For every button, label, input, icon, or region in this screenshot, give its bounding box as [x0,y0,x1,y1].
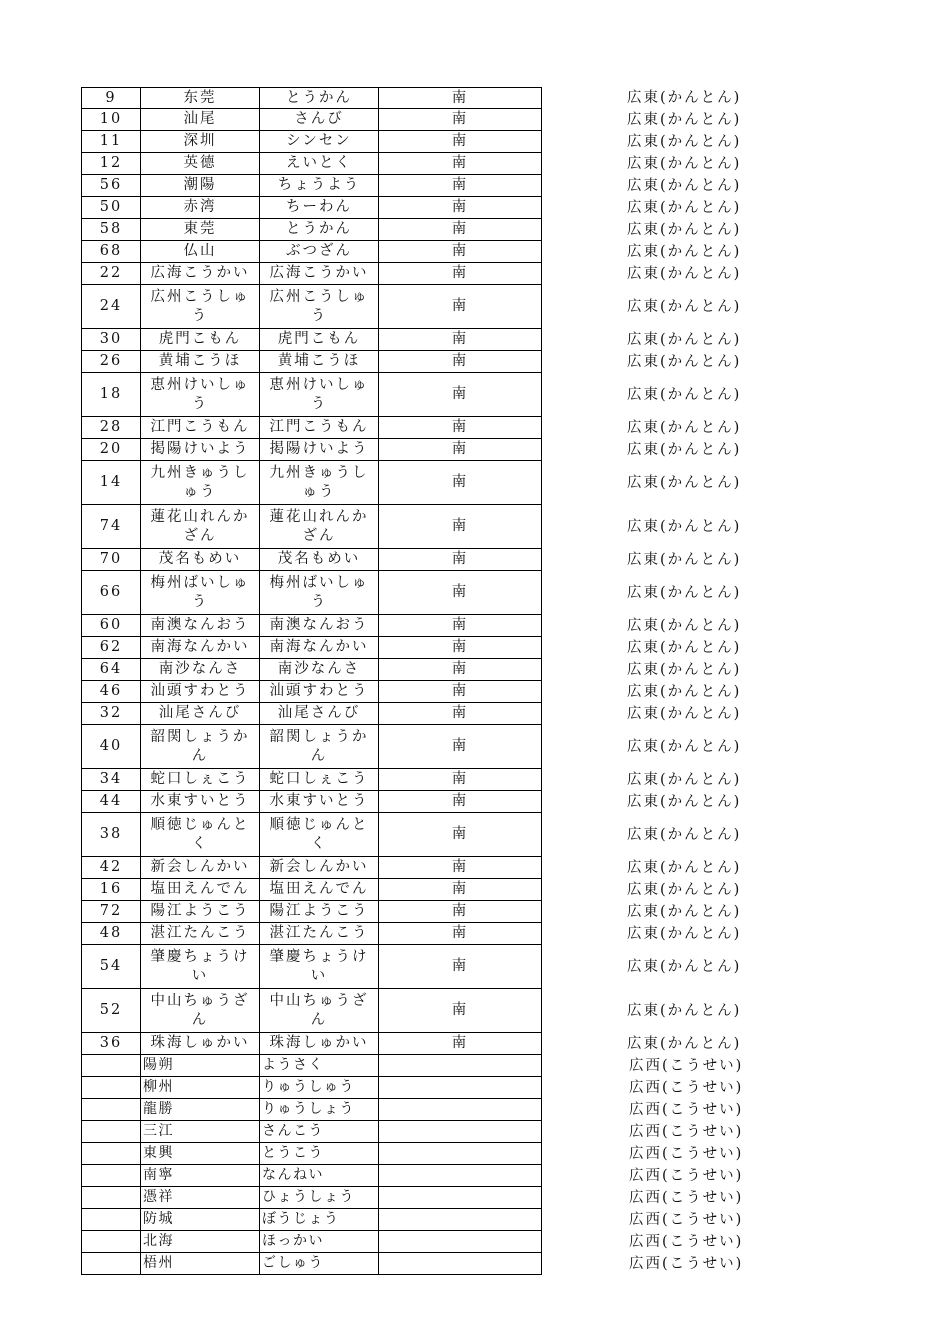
reading-cell[interactable]: 順徳じゅんとく [259,813,378,857]
place-name-cell[interactable]: 汕頭すわとう [140,681,259,703]
province-cell[interactable]: 広東(かんとん) [627,353,742,370]
table-row [81,1253,931,1275]
row-number-cell[interactable]: 36 [81,1033,140,1055]
place-name-cell[interactable]: 珠海しゅかい [140,1033,259,1055]
place-name-cell[interactable]: 东莞 [140,87,259,109]
row-number-cell[interactable] [81,1187,140,1209]
region-cell[interactable]: 南 [378,329,542,351]
region-cell[interactable]: 南 [378,153,542,175]
table-row [81,1165,931,1187]
row-number-cell[interactable]: 18 [81,373,140,417]
reading-cell[interactable]: 九州きゅうしゅう [259,461,378,505]
place-name-cell[interactable]: 塩田えんでん [140,879,259,901]
reading-cell[interactable]: なんねい [259,1165,378,1187]
place-name-cell[interactable]: 北海 [140,1231,259,1253]
place-name-cell[interactable]: 肇慶ちょうけい [140,945,259,989]
reading-cell[interactable]: とうこう [259,1143,378,1165]
table-row [81,219,931,241]
province-cell[interactable]: 広西(こうせい) [629,1255,744,1272]
table-row [81,109,931,131]
province-cell[interactable]: 広東(かんとん) [627,639,742,656]
reading-cell[interactable]: 南海なんかい [259,637,378,659]
province-cell[interactable]: 広東(かんとん) [627,903,742,920]
reading-cell[interactable]: 湛江たんこう [259,923,378,945]
reading-cell[interactable]: 陽江ようこう [259,901,378,923]
place-name-cell[interactable]: 恵州けいしゅう [140,373,259,417]
place-name-cell[interactable]: 陽朔 [140,1055,259,1077]
place-name-cell[interactable]: 虎門こもん [140,329,259,351]
row-number-cell[interactable]: 30 [81,329,140,351]
reading-cell[interactable]: 汕尾さんび [259,703,378,725]
region-cell[interactable]: 南 [378,637,542,659]
place-name-cell[interactable]: 黄埔こうほ [140,351,259,373]
table-row [81,197,931,219]
table-row [81,1055,931,1077]
place-name-cell[interactable]: 水東すいとう [140,791,259,813]
region-cell[interactable] [378,1121,542,1143]
region-cell[interactable]: 南 [378,813,542,857]
table-row [81,351,931,373]
region-cell[interactable]: 南 [378,857,542,879]
row-number-cell[interactable]: 40 [81,725,140,769]
row-number-cell[interactable] [81,1253,140,1275]
province-cell[interactable]: 広東(かんとん) [627,89,742,106]
province-cell[interactable]: 広東(かんとん) [627,551,742,568]
row-number-cell[interactable]: 64 [81,659,140,681]
province-cell[interactable]: 広東(かんとん) [627,617,742,634]
region-cell[interactable]: 南 [378,285,542,329]
province-cell[interactable]: 広東(かんとん) [627,221,742,238]
province-cell[interactable]: 広西(こうせい) [629,1233,744,1250]
region-cell[interactable]: 南 [378,681,542,703]
place-name-cell[interactable]: 茂名もめい [140,549,259,571]
place-name-cell[interactable]: 中山ちゅうざん [140,989,259,1033]
place-name-cell[interactable]: 英德 [140,153,259,175]
row-number-cell[interactable]: 12 [81,153,140,175]
table-row [81,1143,931,1165]
row-number-cell[interactable] [81,1231,140,1253]
table-row [81,417,931,439]
reading-cell[interactable]: りゅうしょう [259,1099,378,1121]
region-cell[interactable]: 南 [378,373,542,417]
row-number-cell[interactable]: 62 [81,637,140,659]
row-number-cell[interactable] [81,1121,140,1143]
row-number-cell[interactable]: 46 [81,681,140,703]
region-cell[interactable]: 南 [378,879,542,901]
row-number-cell[interactable]: 32 [81,703,140,725]
table-row [81,857,931,879]
place-name-cell[interactable]: 汕尾 [140,109,259,131]
province-cell[interactable]: 広東(かんとん) [627,793,742,810]
region-cell[interactable]: 南 [378,945,542,989]
row-number-cell[interactable] [81,1209,140,1231]
reading-cell[interactable]: ひょうしょう [259,1187,378,1209]
region-cell[interactable]: 南 [378,615,542,637]
table-row [81,1231,931,1253]
region-cell[interactable]: 南 [378,263,542,285]
province-cell[interactable]: 広西(こうせい) [629,1145,744,1162]
row-number-cell[interactable] [81,1143,140,1165]
reading-cell[interactable]: 韶関しょうかん [259,725,378,769]
reading-cell[interactable]: 虎門こもん [259,329,378,351]
province-cell[interactable]: 広西(こうせい) [629,1079,744,1096]
province-cell[interactable]: 広西(こうせい) [629,1123,744,1140]
reading-cell[interactable]: さんび [259,109,378,131]
reading-cell[interactable]: ようさく [259,1055,378,1077]
reading-cell[interactable]: 塩田えんでん [259,879,378,901]
province-cell[interactable]: 広東(かんとん) [627,474,742,491]
place-name-cell[interactable]: 新会しんかい [140,857,259,879]
row-number-cell[interactable]: 26 [81,351,140,373]
reading-cell[interactable]: 中山ちゅうざん [259,989,378,1033]
province-cell[interactable]: 広東(かんとん) [627,331,742,348]
spreadsheet-table [81,87,931,1275]
reading-cell[interactable]: ごしゅう [259,1253,378,1275]
table-row [81,241,931,263]
region-cell[interactable]: 南 [378,131,542,153]
region-cell[interactable]: 南 [378,703,542,725]
province-cell[interactable]: 広西(こうせい) [629,1189,744,1206]
row-number-cell[interactable]: 58 [81,219,140,241]
province-cell[interactable]: 広東(かんとん) [627,518,742,535]
province-cell[interactable]: 広西(こうせい) [629,1167,744,1184]
table-row [81,813,931,857]
row-number-cell[interactable]: 66 [81,571,140,615]
region-cell[interactable] [378,1077,542,1099]
row-number-cell[interactable]: 52 [81,989,140,1033]
place-name-cell[interactable]: 順徳じゅんとく [140,813,259,857]
row-number-cell[interactable] [81,1077,140,1099]
place-name-cell[interactable]: 広海こうかい [140,263,259,285]
region-cell[interactable] [378,1165,542,1187]
place-name-cell[interactable]: 赤湾 [140,197,259,219]
row-number-cell[interactable] [81,1055,140,1077]
row-number-cell[interactable]: 70 [81,549,140,571]
table-row [81,131,931,153]
province-cell[interactable]: 広東(かんとん) [627,1035,742,1052]
reading-cell[interactable]: ぶつざん [259,241,378,263]
place-name-cell[interactable]: 韶関しょうかん [140,725,259,769]
row-number-cell[interactable]: 34 [81,769,140,791]
province-cell[interactable]: 広東(かんとん) [627,859,742,876]
reading-cell[interactable]: 広州こうしゅう [259,285,378,329]
province-cell[interactable]: 広東(かんとん) [627,441,742,458]
reading-cell[interactable]: 珠海しゅかい [259,1033,378,1055]
region-cell[interactable]: 南 [378,725,542,769]
province-cell[interactable]: 広西(こうせい) [629,1057,744,1074]
table-row [81,175,931,197]
reading-cell[interactable]: とうかん [259,219,378,241]
reading-cell[interactable]: ちょうよう [259,175,378,197]
region-cell[interactable]: 南 [378,175,542,197]
region-cell[interactable] [378,1099,542,1121]
reading-cell[interactable]: ぼうじょう [259,1209,378,1231]
row-number-cell[interactable]: 48 [81,923,140,945]
table-row [81,571,931,615]
province-cell[interactable]: 広東(かんとん) [627,133,742,150]
place-name-cell[interactable]: 広州こうしゅう [140,285,259,329]
table-row [81,681,931,703]
row-number-cell[interactable]: 11 [81,131,140,153]
reading-cell[interactable]: 掲陽けいよう [259,439,378,461]
region-cell[interactable]: 南 [378,87,542,109]
row-number-cell[interactable]: 60 [81,615,140,637]
place-name-cell[interactable]: 梅州ばいしゅう [140,571,259,615]
reading-cell[interactable]: 新会しんかい [259,857,378,879]
row-number-cell[interactable]: 42 [81,857,140,879]
table-row [81,439,931,461]
row-number-cell[interactable]: 28 [81,417,140,439]
province-cell[interactable]: 広東(かんとん) [627,584,742,601]
table-row [81,1099,931,1121]
place-name-cell[interactable]: 三江 [140,1121,259,1143]
table-row [81,505,931,549]
region-cell[interactable] [378,1231,542,1253]
reading-cell[interactable]: シンセン [259,131,378,153]
place-name-cell[interactable]: 南澳なんおう [140,615,259,637]
place-name-cell[interactable]: 蓮花山れんかざん [140,505,259,549]
region-cell[interactable]: 南 [378,549,542,571]
row-number-cell[interactable]: 10 [81,109,140,131]
table-row [81,87,931,109]
reading-cell[interactable]: さんこう [259,1121,378,1143]
province-cell[interactable]: 広東(かんとん) [627,1002,742,1019]
row-number-cell[interactable] [81,1165,140,1187]
region-cell[interactable]: 南 [378,461,542,505]
region-cell[interactable]: 南 [378,351,542,373]
reading-cell[interactable]: とうかん [259,87,378,109]
place-name-cell[interactable]: 柳州 [140,1077,259,1099]
table-row [81,945,931,989]
province-cell[interactable]: 広東(かんとん) [627,925,742,942]
province-cell[interactable]: 広東(かんとん) [627,419,742,436]
reading-cell[interactable]: 汕頭すわとう [259,681,378,703]
province-cell[interactable]: 広東(かんとん) [627,155,742,172]
row-number-cell[interactable]: 38 [81,813,140,857]
table-row [81,1077,931,1099]
province-cell[interactable]: 広東(かんとん) [627,826,742,843]
place-name-cell[interactable]: 汕尾さんび [140,703,259,725]
place-name-cell[interactable]: 東莞 [140,219,259,241]
region-cell[interactable] [378,1209,542,1231]
region-cell[interactable]: 南 [378,505,542,549]
place-name-cell[interactable]: 南寧 [140,1165,259,1187]
table-row [81,989,931,1033]
place-name-cell[interactable]: 蛇口しぇこう [140,769,259,791]
region-cell[interactable]: 南 [378,241,542,263]
table-row [81,329,931,351]
reading-cell[interactable]: 水東すいとう [259,791,378,813]
province-cell[interactable]: 広東(かんとん) [627,111,742,128]
reading-cell[interactable]: 広海こうかい [259,263,378,285]
region-cell[interactable]: 南 [378,901,542,923]
region-cell[interactable]: 南 [378,989,542,1033]
row-number-cell[interactable]: 74 [81,505,140,549]
province-cell[interactable]: 広東(かんとん) [627,771,742,788]
region-cell[interactable]: 南 [378,923,542,945]
region-cell[interactable]: 南 [378,197,542,219]
table-row [81,1209,931,1231]
province-cell[interactable]: 広東(かんとん) [627,243,742,260]
place-name-cell[interactable]: 陽江ようこう [140,901,259,923]
province-cell[interactable]: 広東(かんとん) [627,386,742,403]
row-number-cell[interactable]: 44 [81,791,140,813]
place-name-cell[interactable]: 憑祥 [140,1187,259,1209]
province-cell[interactable]: 広東(かんとん) [627,738,742,755]
region-cell[interactable]: 南 [378,791,542,813]
row-number-cell[interactable]: 14 [81,461,140,505]
province-cell[interactable]: 広東(かんとん) [627,177,742,194]
table-row [81,285,931,329]
reading-cell[interactable]: 南澳なんおう [259,615,378,637]
province-cell[interactable]: 広東(かんとん) [627,265,742,282]
reading-cell[interactable]: 梅州ばいしゅう [259,571,378,615]
reading-cell[interactable]: りゅうしゅう [259,1077,378,1099]
region-cell[interactable] [378,1143,542,1165]
region-cell[interactable]: 南 [378,659,542,681]
table-row [81,461,931,505]
province-cell[interactable]: 広東(かんとん) [627,958,742,975]
province-cell[interactable]: 広西(こうせい) [629,1211,744,1228]
place-name-cell[interactable]: 防城 [140,1209,259,1231]
table-row [81,659,931,681]
region-cell[interactable] [378,1187,542,1209]
place-name-cell[interactable]: 九州きゅうしゅう [140,461,259,505]
place-name-cell[interactable]: 湛江たんこう [140,923,259,945]
place-name-cell[interactable]: 東興 [140,1143,259,1165]
table-row [81,901,931,923]
row-number-cell[interactable]: 72 [81,901,140,923]
table-row [81,1033,931,1055]
place-name-cell[interactable]: 仏山 [140,241,259,263]
table-row [81,637,931,659]
table-row [81,1121,931,1143]
table-row [81,725,931,769]
row-number-cell[interactable]: 56 [81,175,140,197]
table-row [81,153,931,175]
region-cell[interactable]: 南 [378,417,542,439]
table-row [81,615,931,637]
row-number-cell[interactable]: 50 [81,197,140,219]
row-number-cell[interactable]: 20 [81,439,140,461]
table-row [81,263,931,285]
region-cell[interactable]: 南 [378,571,542,615]
place-name-cell[interactable]: 梧州 [140,1253,259,1275]
table-row [81,373,931,417]
province-cell[interactable]: 広東(かんとん) [627,298,742,315]
place-name-cell[interactable]: 龍勝 [140,1099,259,1121]
row-number-cell[interactable]: 68 [81,241,140,263]
reading-cell[interactable]: 黄埔こうほ [259,351,378,373]
region-cell[interactable]: 南 [378,109,542,131]
reading-cell[interactable]: 茂名もめい [259,549,378,571]
place-name-cell[interactable]: 南沙なんさ [140,659,259,681]
row-number-cell[interactable]: 9 [81,87,140,109]
reading-cell[interactable]: 蓮花山れんかざん [259,505,378,549]
province-cell[interactable]: 広西(こうせい) [629,1101,744,1118]
row-number-cell[interactable]: 16 [81,879,140,901]
place-name-cell[interactable]: 南海なんかい [140,637,259,659]
place-name-cell[interactable]: 深圳 [140,131,259,153]
region-cell[interactable] [378,1055,542,1077]
table-row [81,879,931,901]
reading-cell[interactable]: 江門こうもん [259,417,378,439]
table-row [81,1187,931,1209]
province-cell[interactable]: 広東(かんとん) [627,199,742,216]
place-name-cell[interactable]: 掲陽けいよう [140,439,259,461]
table-row [81,769,931,791]
province-cell[interactable]: 広東(かんとん) [627,881,742,898]
row-number-cell[interactable]: 22 [81,263,140,285]
province-cell[interactable]: 広東(かんとん) [627,683,742,700]
reading-cell[interactable]: 蛇口しぇこう [259,769,378,791]
region-cell[interactable]: 南 [378,219,542,241]
province-cell[interactable]: 広東(かんとん) [627,661,742,678]
reading-cell[interactable]: ちーわん [259,197,378,219]
region-cell[interactable]: 南 [378,1033,542,1055]
place-name-cell[interactable]: 潮陽 [140,175,259,197]
table-row [81,923,931,945]
region-cell[interactable]: 南 [378,769,542,791]
place-name-cell[interactable]: 江門こうもん [140,417,259,439]
table-row [81,703,931,725]
row-number-cell[interactable]: 24 [81,285,140,329]
row-number-cell[interactable] [81,1099,140,1121]
reading-cell[interactable]: 恵州けいしゅう [259,373,378,417]
region-cell[interactable]: 南 [378,439,542,461]
table-row [81,791,931,813]
reading-cell[interactable]: 南沙なんさ [259,659,378,681]
reading-cell[interactable]: えいとく [259,153,378,175]
reading-cell[interactable]: 肇慶ちょうけい [259,945,378,989]
reading-cell[interactable]: ほっかい [259,1231,378,1253]
row-number-cell[interactable]: 54 [81,945,140,989]
table-row [81,549,931,571]
region-cell[interactable] [378,1253,542,1275]
province-cell[interactable]: 広東(かんとん) [627,705,742,722]
